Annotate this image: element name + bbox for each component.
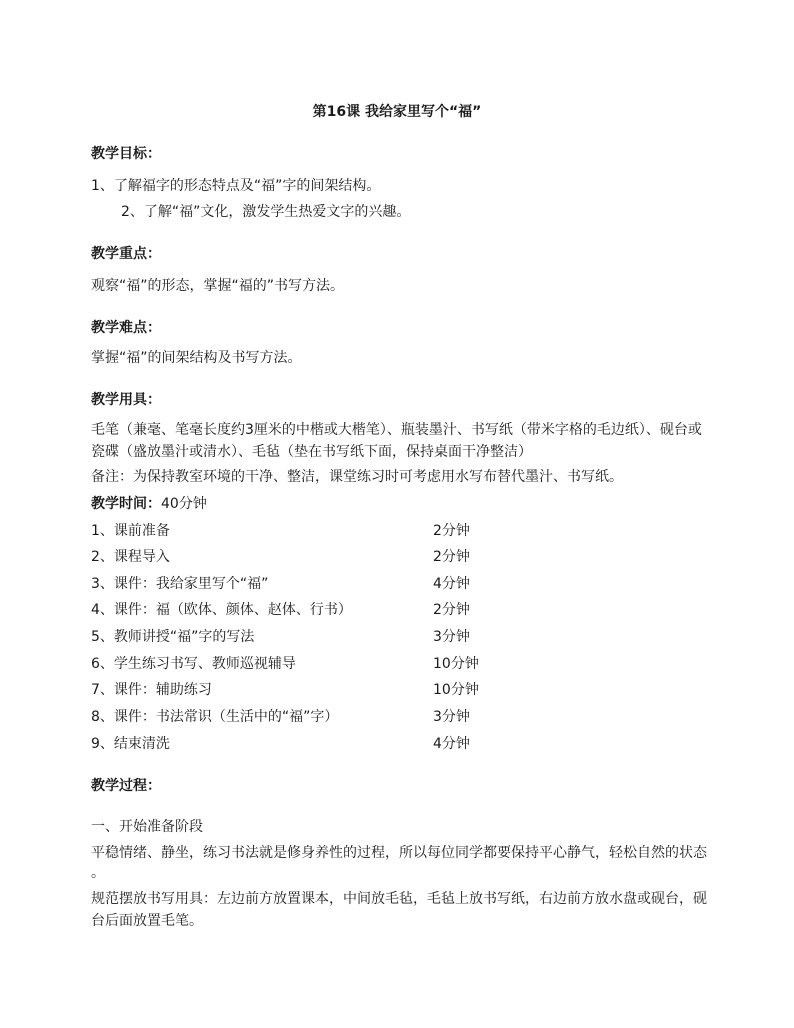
materials-line-1: 毛笔（兼毫、笔毫长度约3厘米的中楷或大楷笔）、瓶装墨汁、书写纸（带米字格的毛边纸）、砚台或 [91,422,702,438]
schedule-item-label: 4、课件：福（欧体、颜体、赵体、行书） [91,602,352,618]
schedule-item-duration: 4分钟 [433,576,470,592]
process-paragraph-1-line-2: 。 [91,865,105,881]
process-stage-1: 一、开始准备阶段 [91,819,203,835]
time-heading: 教学时间： [91,496,161,512]
goal-item-2: 2、了解“福”文化，激发学生热爱文字的兴趣。 [121,204,411,220]
process-paragraph-2-line-2: 台后面放置毛笔。 [91,913,203,929]
schedule-item-label: 8、课件：书法常识（生活中的“福”字） [91,709,339,725]
schedule-item-duration: 10分钟 [433,682,479,698]
schedule-item-label: 1、课前准备 [91,523,170,539]
materials-line-2: 瓷碟（盛放墨汁或清水）、毛毡（垫在书写纸下面，保持桌面干净整洁） [91,444,532,460]
materials-note: 备注：为保持教室环境的干净、整洁，课堂练习时可考虑用水写布替代墨汁、书写纸。 [91,469,623,485]
process-paragraph-1-line-1: 平稳情绪、静坐，练习书法就是修身养性的过程，所以每位同学都要保持平心静气，轻松自然的状态 [91,845,707,861]
schedule-item-label: 3、课件：我给家里写个“福” [91,576,269,592]
schedule-item-duration: 2分钟 [433,549,470,565]
schedule-item-duration: 3分钟 [433,629,470,645]
key-points-text: 观察“福”的形态，掌握“福的”书写方法。 [91,278,345,294]
goals-heading: 教学目标： [91,146,161,162]
schedule-item-duration: 4分钟 [433,736,470,752]
schedule-item-label: 7、课件：辅助练习 [91,682,212,698]
difficulties-heading: 教学难点： [91,320,161,336]
materials-heading: 教学用具： [91,392,161,408]
schedule-item-label: 2、课程导入 [91,549,170,565]
lesson-title: 第16课 我给家里写个“福” [312,104,482,120]
schedule-item-label: 5、教师讲授“福”字的写法 [91,629,255,645]
schedule-item-duration: 10分钟 [433,656,479,672]
teaching-time [91,493,207,513]
goal-item-1: 1、了解福字的形态特点及“福”字的间架结构。 [91,178,381,194]
schedule-item-duration: 3分钟 [433,709,470,725]
process-paragraph-2-line-1: 规范摆放书写用具：左边前方放置课本，中间放毛毡，毛毡上放书写纸，右边前方放水盘或砚台，砚 [91,891,707,907]
time-total: 40分钟 [161,496,207,512]
process-heading: 教学过程： [91,778,161,794]
schedule-item-label: 9、结束清洗 [91,736,170,752]
schedule-item-duration: 2分钟 [433,523,470,539]
difficulties-text: 掌握“福”的间架结构及书写方法。 [91,350,302,366]
schedule-item-label: 6、学生练习书写、教师巡视辅导 [91,656,296,672]
key-points-heading: 教学重点： [91,246,161,262]
schedule-item-duration: 2分钟 [433,602,470,618]
